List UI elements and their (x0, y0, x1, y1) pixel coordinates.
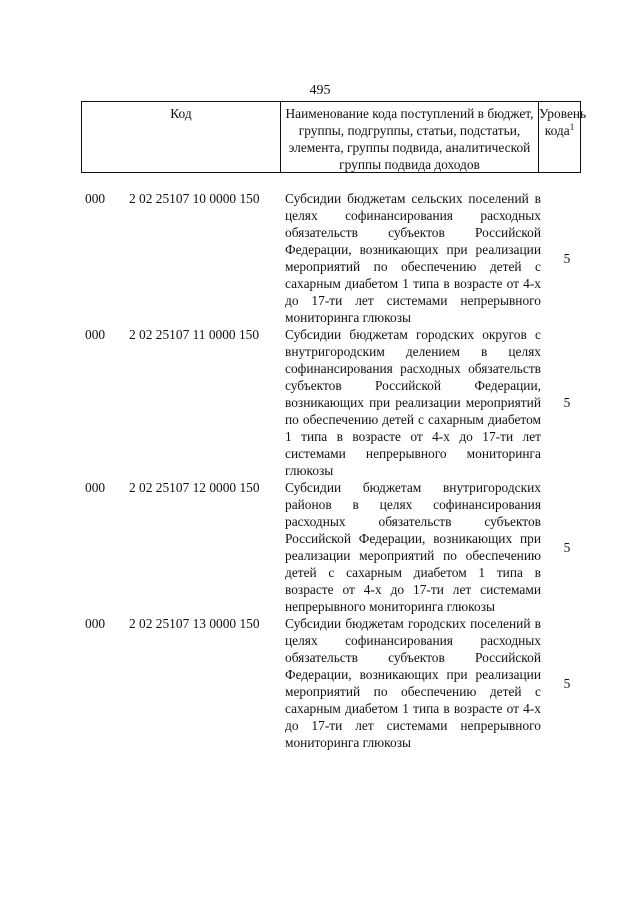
page-number: 495 (309, 83, 331, 98)
table-header (81, 101, 587, 173)
revenue-name: Субсидии бюджетам городских округов с внутригородским делением в целях софинансирования расходных обязательств субъектов Российской Федерации, возникающих при реализации мероприятий по обеспечению детей с сахарным диабетом 1 типа в возрасте от 4-х до 17-ти лет системами непрерывного мониторинга глюкозы (285, 327, 541, 478)
header-name: Наименование кода поступлений в бюджет, группы, подгруппы, статьи, подстатьи, элемента, группы подвида, аналитической группы подвида доходов (281, 102, 539, 172)
code-level: 5 (563, 395, 571, 410)
admin-code: 000 (85, 191, 106, 206)
code-level: 5 (563, 675, 571, 691)
revenue-name: Субсидии бюджетам внутригородских районов в целях софинансирования расходных обязательств субъектов Российской Федерации, возникающих при реализации мероприятий по обеспечению детей с сахарным диабетом 1 типа в возрасте от 4-х до 17-ти лет системами непрерывного мониторинга глюкозы (285, 480, 541, 614)
admin-code: 000 (85, 616, 106, 631)
revenue-code: 2 02 25107 11 0000 150 (129, 327, 260, 342)
header-code: Код (82, 102, 281, 172)
code-level: 5 (563, 250, 571, 266)
table-row (85, 615, 585, 751)
revenue-name: Субсидии бюджетам сельских поселений в целях софинансирования расходных обязательств субъектов Российской Федерации, возникающих при реализации мероприятий по обеспечению детей с сахарным диабетом 1 типа в возрасте от 4-х до 17-ти лет системами непрерывного мониторинга глюкозы (285, 191, 541, 325)
code-level: 5 (563, 539, 571, 555)
table-row (85, 326, 585, 479)
table-row (85, 190, 585, 326)
admin-code: 000 (85, 327, 106, 342)
admin-code: 000 (85, 480, 106, 495)
header-level (539, 102, 587, 172)
table-row (85, 479, 585, 615)
header-level-footnote: 1 (569, 122, 575, 132)
revenue-code: 2 02 25107 10 0000 150 (129, 191, 260, 206)
header-level-label: Уровень кода (539, 106, 587, 138)
revenue-code: 2 02 25107 12 0000 150 (129, 480, 260, 495)
revenue-name: Субсидии бюджетам городских поселений в целях софинансирования расходных обязательств субъектов Российской Федерации, возникающих при реализации мероприятий по обеспечению детей с сахарным диабетом 1 типа в возрасте от 4-х до 17-ти лет системами непрерывного мониторинга глюкозы (285, 616, 541, 750)
revenue-code: 2 02 25107 13 0000 150 (129, 616, 260, 631)
table-body (85, 190, 585, 751)
